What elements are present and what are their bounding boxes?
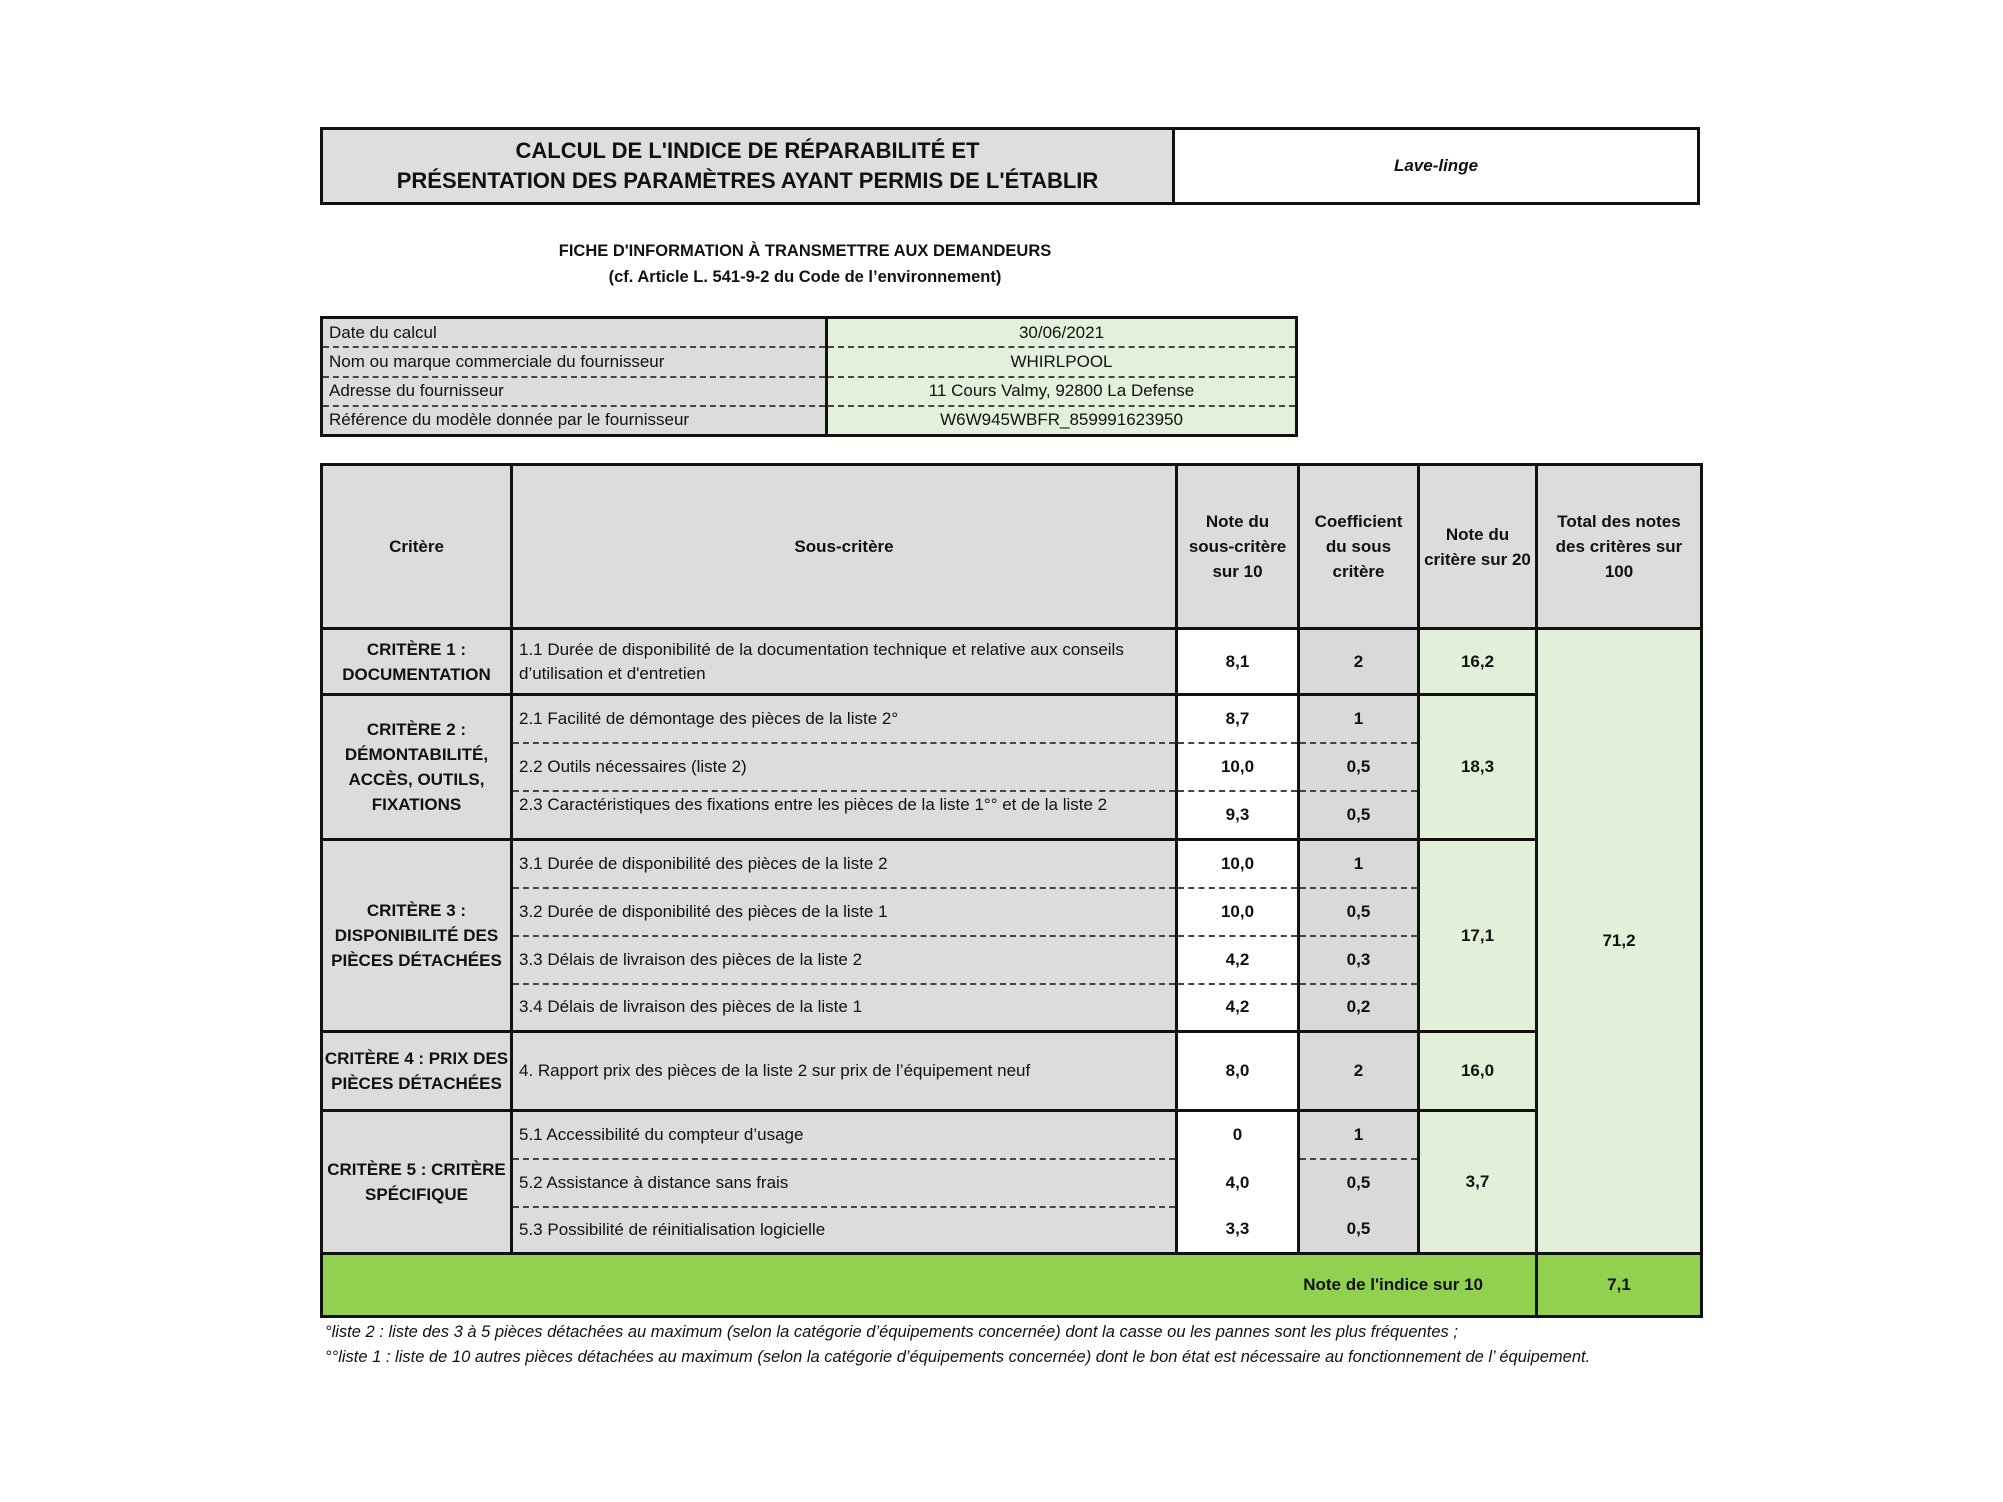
subcriterion-5-1: 5.1 Accessibilité du compteur d’usage: [512, 1111, 1177, 1159]
subheading-line-1: FICHE D'INFORMATION À TRANSMETTRE AUX DEMANDEURS: [558, 242, 1052, 260]
header-total: Total des notes des critères sur 100: [1537, 465, 1702, 629]
info-value-model: W6W945WBFR_859991623950: [940, 410, 1183, 430]
criterion-3-score: 17,1: [1419, 840, 1537, 1032]
info-label-model: Référence du modèle donnée par le fournisseur: [329, 410, 690, 430]
criterion-3-label: CRITÈRE 3 : DISPONIBILITÉ DES PIÈCES DÉTACHÉES: [322, 840, 512, 1032]
table-row: [322, 695, 1702, 743]
note-3-1: 10,0: [1177, 840, 1299, 888]
subcriterion-3-2: 3.2 Durée de disponibilité des pièces de la liste 1: [512, 888, 1177, 936]
coef-2-2: 0,5: [1299, 743, 1419, 791]
info-values-column: [828, 319, 1295, 434]
footnotes: [325, 1320, 1705, 1370]
coef-4: 2: [1299, 1032, 1419, 1111]
criterion-4-label: CRITÈRE 4 : PRIX DES PIÈCES DÉTACHÉES: [322, 1032, 512, 1111]
note-3-4: 4,2: [1177, 984, 1299, 1032]
coef-3-2: 0,5: [1299, 888, 1419, 936]
subcriterion-2-3: 2.3 Caractéristiques des fixations entre les pièces de la liste 1°° et de la liste 2: [512, 791, 1177, 840]
note-4: 8,0: [1177, 1032, 1299, 1111]
coef-1-1: 2: [1299, 629, 1419, 695]
info-labels-column: [323, 319, 828, 434]
note-2-1: 8,7: [1177, 695, 1299, 743]
note-5-2: 4,0: [1177, 1159, 1299, 1207]
total-score-100: 71,2: [1537, 629, 1702, 1254]
header-sous-critere: Sous-critère: [512, 465, 1177, 629]
footnote-liste-2: °liste 2 : liste des 3 à 5 pièces détachées au maximum (selon la catégorie d’équipements concernée) dont la casse ou les pannes sont les plus fréquentes ;: [325, 1323, 1458, 1341]
coef-5-3: 0,5: [1299, 1207, 1419, 1254]
table-row: [322, 840, 1702, 888]
table-row: [322, 1032, 1702, 1111]
subheading-line-2: (cf. Article L. 541-9-2 du Code de l’environnement): [608, 268, 1002, 286]
note-2-2: 10,0: [1177, 743, 1299, 791]
title-box: [320, 127, 1700, 205]
note-2-3: 9,3: [1177, 791, 1299, 840]
subcriterion-5-2: 5.2 Assistance à distance sans frais: [512, 1159, 1177, 1207]
criterion-2-label: CRITÈRE 2 : DÉMONTABILITÉ, ACCÈS, OUTILS, FIXATIONS: [322, 695, 512, 840]
criterion-1-score: 16,2: [1419, 629, 1537, 695]
table-row: [322, 1111, 1702, 1159]
info-value-address: 11 Cours Valmy, 92800 La Defense: [828, 378, 1295, 407]
repairability-score-table: [320, 463, 1700, 1318]
subcriterion-3-4: 3.4 Délais de livraison des pièces de la liste 1: [512, 984, 1177, 1032]
info-value-brand: WHIRLPOOL: [828, 348, 1295, 377]
info-label-address: Adresse du fournisseur: [323, 378, 825, 407]
criterion-5-score: 3,7: [1419, 1111, 1537, 1254]
note-5-3: 3,3: [1177, 1207, 1299, 1254]
note-5-1: 0: [1177, 1111, 1299, 1159]
product-category: Lave-linge: [1175, 130, 1697, 202]
criterion-2-score: 18,3: [1419, 695, 1537, 840]
coef-3-3: 0,3: [1299, 936, 1419, 984]
note-1-1: 8,1: [1177, 629, 1299, 695]
coef-5-2: 0,5: [1299, 1159, 1419, 1207]
coef-2-3: 0,5: [1299, 791, 1419, 840]
note-3-3: 4,2: [1177, 936, 1299, 984]
note-3-2: 10,0: [1177, 888, 1299, 936]
header-note-critere: Note du critère sur 20: [1419, 465, 1537, 629]
coef-3-1: 1: [1299, 840, 1419, 888]
criterion-5-label: CRITÈRE 5 : CRITÈRE SPÉCIFIQUE: [322, 1111, 512, 1254]
subcriterion-1-1: 1.1 Durée de disponibilité de la documentation technique et relative aux conseils d’utilisation et d'entretien: [512, 629, 1177, 695]
index-score-row: [322, 1254, 1702, 1317]
subcriterion-2-1: 2.1 Facilité de démontage des pièces de la liste 2°: [512, 695, 1177, 743]
document-title: [323, 130, 1175, 202]
subcriterion-2-2: 2.2 Outils nécessaires (liste 2): [512, 743, 1177, 791]
table-header-row: [322, 465, 1702, 629]
header-coefficient: Coefficient du sous critère: [1299, 465, 1419, 629]
title-line-1: CALCUL DE L'INDICE DE RÉPARABILITÉ ET: [515, 138, 980, 163]
supplier-info-table: [320, 316, 1298, 437]
criterion-1-label: CRITÈRE 1 : DOCUMENTATION: [322, 629, 512, 695]
index-score-value: 7,1: [1537, 1254, 1702, 1317]
title-line-2: PRÉSENTATION DES PARAMÈTRES AYANT PERMIS DE L'ÉTABLIR: [396, 168, 1099, 193]
info-value-date: 30/06/2021: [828, 319, 1295, 348]
coef-3-4: 0,2: [1299, 984, 1419, 1032]
info-label-brand: Nom ou marque commerciale du fournisseur: [323, 348, 825, 377]
coef-2-1: 1: [1299, 695, 1419, 743]
index-score-label: Note de l'indice sur 10: [322, 1254, 1537, 1317]
footnote-liste-1: °°liste 1 : liste de 10 autres pièces détachées au maximum (selon la catégorie d’équipements concernée) dont le bon état est nécessaire au fonctionnement de l’ équipement.: [325, 1348, 1591, 1366]
info-label-date: Date du calcul: [323, 319, 825, 348]
subcriterion-3-3: 3.3 Délais de livraison des pièces de la liste 2: [512, 936, 1177, 984]
coef-5-1: 1: [1299, 1111, 1419, 1159]
subcriterion-5-3: 5.3 Possibilité de réinitialisation logicielle: [512, 1207, 1177, 1254]
header-note-sous-critere: Note du sous-critère sur 10: [1177, 465, 1299, 629]
criterion-4-score: 16,0: [1419, 1032, 1537, 1111]
subheading: [320, 238, 1290, 290]
table-row: [322, 629, 1702, 695]
subcriterion-4: 4. Rapport prix des pièces de la liste 2 sur prix de l’équipement neuf: [512, 1032, 1177, 1111]
header-critere: Critère: [322, 465, 512, 629]
subcriterion-3-1: 3.1 Durée de disponibilité des pièces de la liste 2: [512, 840, 1177, 888]
